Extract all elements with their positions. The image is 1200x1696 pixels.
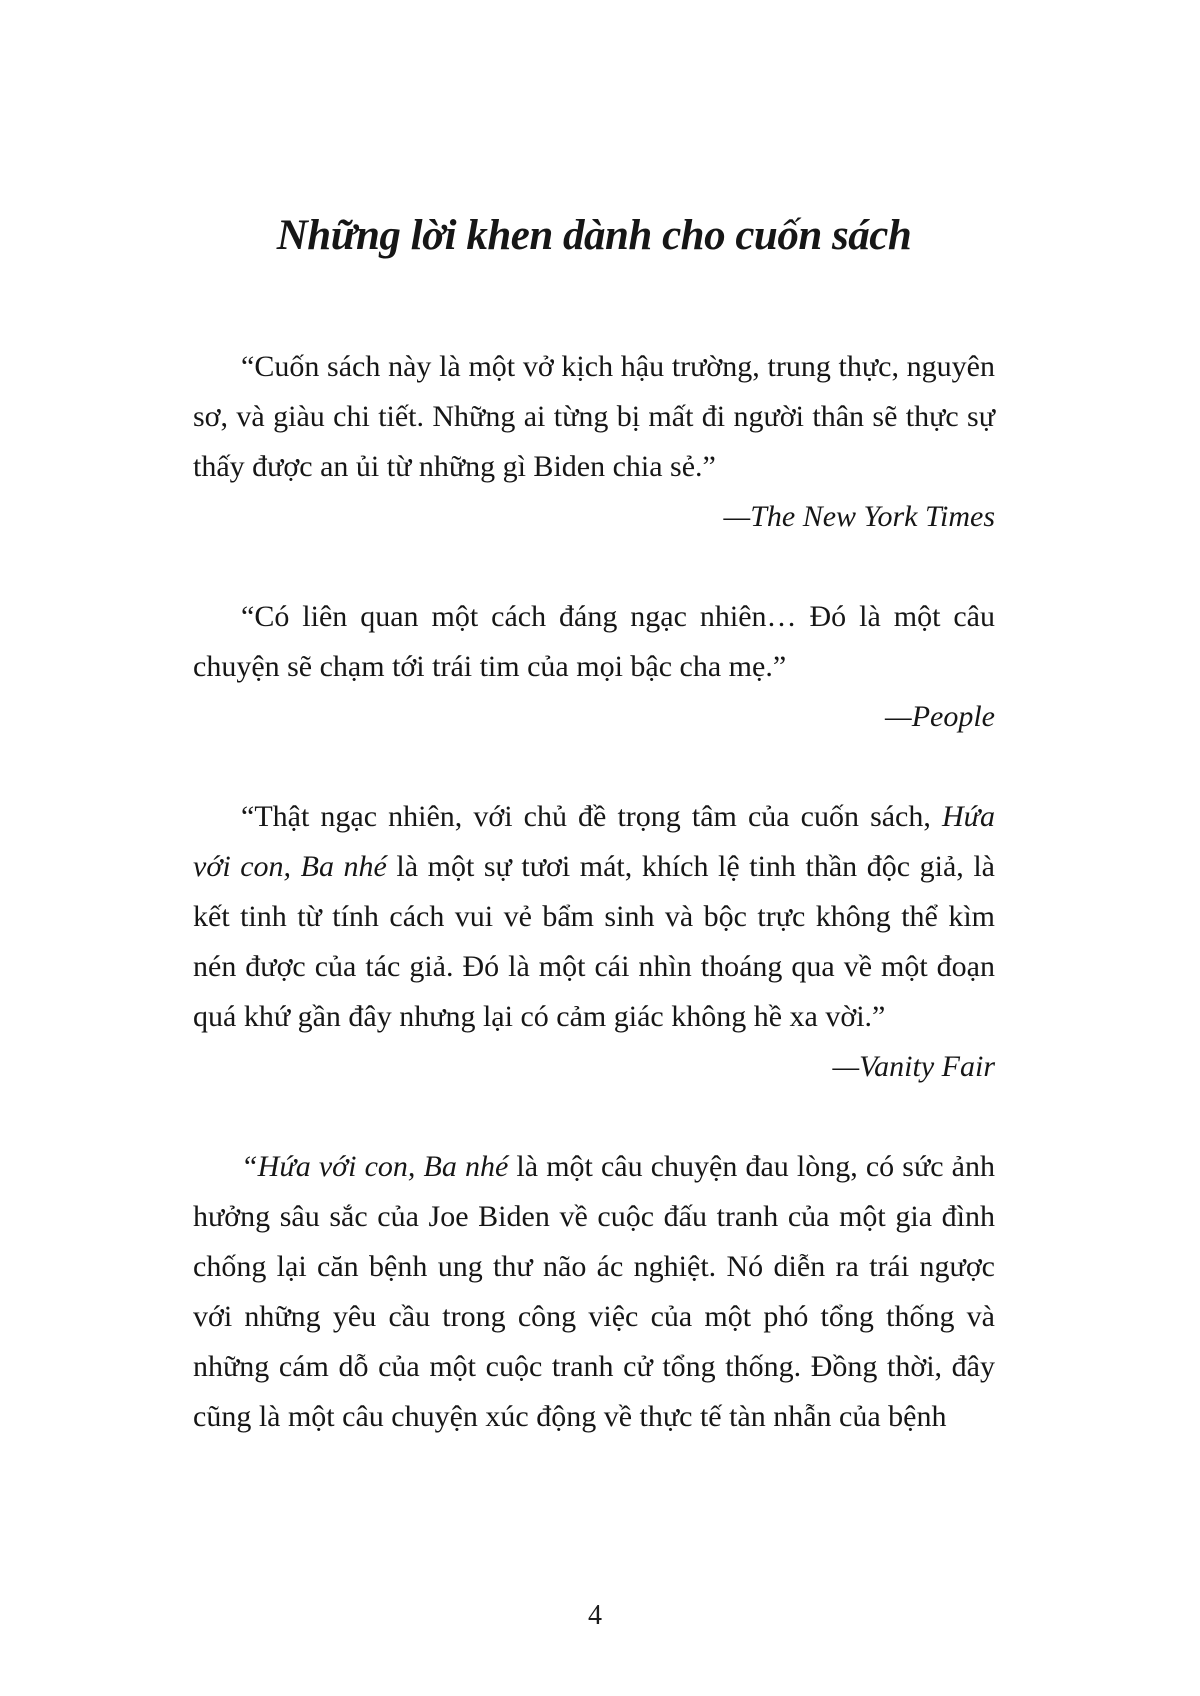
- quote-text: “Cuốn sách này là một vở kịch hậu trường, trung thực, nguyên sơ, và giàu chi tiết. Những ai từng bị mất đi người thân sẽ thực sự thấy được an ủi từ những gì Biden chia sẻ.”: [193, 350, 995, 483]
- quote-attribution-people: —People: [885, 700, 995, 733]
- quote-paragraph-nyt: [193, 342, 995, 492]
- quote-paragraph-continued: [193, 1142, 995, 1442]
- quote-text: “Có liên quan một cách đáng ngạc nhiên… Đó là một câu chuyện sẽ chạm tới trái tim của mọi bậc cha mẹ.”: [193, 600, 995, 683]
- quote-attribution-vanity-fair: —Vanity Fair: [832, 1050, 995, 1083]
- quote-paragraph-people: [193, 592, 995, 692]
- book-title-inline: “Hứa với con, Ba nhé: [241, 1150, 509, 1183]
- book-title-inline: Hứa với con, Ba nhé: [193, 800, 995, 883]
- quote-attribution-nyt: —The New York Times: [723, 500, 995, 533]
- quote-paragraph-vanity-fair: [193, 792, 995, 1042]
- page-number: 4: [588, 1600, 602, 1631]
- quote-text: là một sự tươi mát, khích lệ tinh thần độc giả, là kết tinh từ tính cách vui vẻ bẩm sinh và bộc trực không thể kìm nén được của tác giả. Đó là một cái nhìn thoáng qua về một đoạn quá khứ gần đây nhưng lại có cảm giác không hề xa vời.”: [193, 850, 995, 1033]
- page-title: Những lời khen dành cho cuốn sách: [276, 212, 912, 259]
- quote-text: “Thật ngạc nhiên, với chủ đề trọng tâm của cuốn sách,: [241, 800, 942, 833]
- text-column: [193, 0, 995, 1442]
- quote-text: là một câu chuyện đau lòng, có sức ảnh hưởng sâu sắc của Joe Biden về cuộc đấu tranh của một gia đình chống lại căn bệnh ung thư não ác nghiệt. Nó diễn ra trái ngược với những yêu cầu trong công việc của một phó tổng thống và những cám dỗ của một cuộc tranh cử tổng thống. Đồng thời, đây cũng là một câu chuyện xúc động về thực tế tàn nhẫn của bệnh: [193, 1150, 995, 1433]
